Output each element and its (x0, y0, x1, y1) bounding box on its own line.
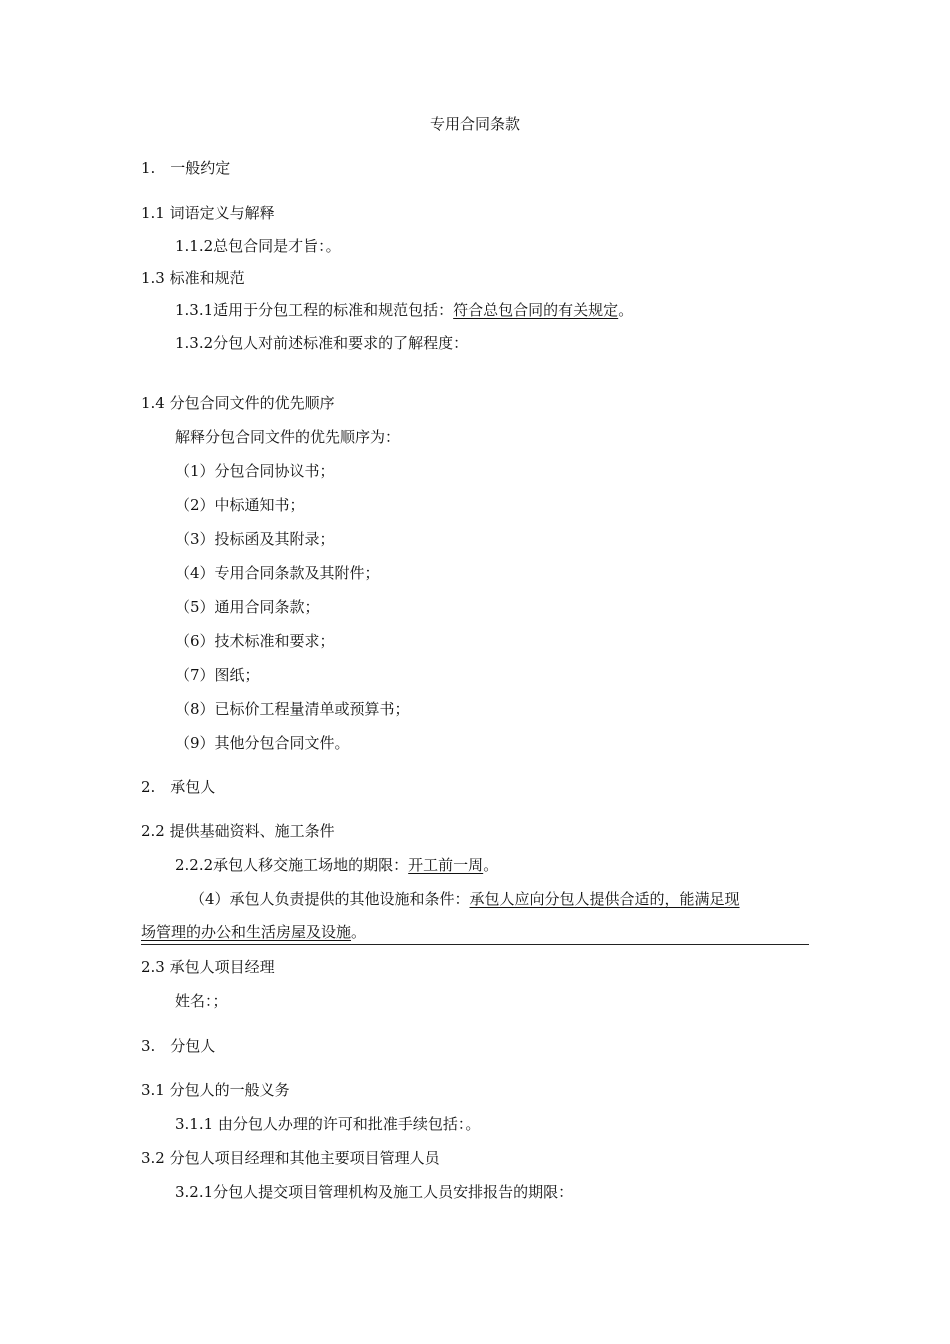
section-1-3-heading: 1.3 标准和规范 (141, 269, 245, 287)
manager-name-field: 姓名：； (175, 992, 228, 1010)
priority-intro: 解释分包合同文件的优先顺序为： (175, 428, 401, 446)
clause-1-3-1-value: 符合总包合同的有关规定 (453, 301, 619, 319)
clause-1-1-2: 1.1.2总包合同是才旨：。 (175, 237, 341, 255)
priority-item: （4）专用合同条款及其附件； (175, 564, 380, 582)
clause-2-2-2-value: 开工前一周 (408, 856, 484, 874)
clause-2-2-4-line2 (141, 922, 366, 942)
clause-2-2-4-value-line1: 承包人应向分包人提供合适的，能满足现 (469, 890, 740, 908)
page-title: 专用合同条款 (429, 115, 520, 133)
clause-2-2-2-label: 2.2.2承包人移交施工场地的期限： (175, 856, 409, 874)
priority-item: （8）已标价工程量清单或预算书； (175, 700, 410, 718)
clause-2-2-4-label: （4）承包人负责提供的其他设施和条件： (190, 890, 470, 908)
clause-1-3-2: 1.3.2分包人对前述标准和要求的了解程度： (175, 334, 469, 352)
divider-rule (141, 944, 809, 945)
clause-2-2-2 (175, 855, 498, 875)
clause-3-1-1: 3.1.1 由分包人办理的许可和批准手续包括：。 (175, 1115, 481, 1133)
clause-2-2-4-value-line2: 场管理的办公和生活房屋及设施 (141, 923, 352, 941)
clause-2-2-4-suffix: 。 (351, 923, 367, 941)
clause-2-2-2-suffix: 。 (483, 856, 499, 874)
section-3-heading: 3. 分包人 (141, 1037, 216, 1055)
section-3-1-heading: 3.1 分包人的一般义务 (141, 1081, 290, 1099)
priority-item: （2）中标通知书； (175, 496, 305, 514)
section-2-2-heading: 2.2 提供基础资料、施工条件 (141, 822, 335, 840)
priority-item: （3）投标函及其附录； (175, 530, 335, 548)
priority-item: （1）分包合同协议书； (175, 462, 335, 480)
section-1-4-heading: 1.4 分包合同文件的优先顺序 (141, 394, 335, 412)
section-1-1-heading: 1.1 词语定义与解释 (141, 204, 275, 222)
section-1-heading: 1. 一般约定 (141, 159, 231, 177)
clause-1-3-1-suffix: 。 (618, 301, 634, 319)
priority-item: （9）其他分包合同文件。 (175, 734, 350, 752)
clause-1-3-1 (175, 300, 633, 320)
clause-3-2-1: 3.2.1分包人提交项目管理机构及施工人员安排报告的期限： (175, 1183, 574, 1201)
priority-item: （5）通用合同条款； (175, 598, 320, 616)
section-2-3-heading: 2.3 承包人项目经理 (141, 958, 275, 976)
clause-2-2-4-line1 (190, 889, 740, 909)
clause-1-3-1-label: 1.3.1适用于分包工程的标准和规范包括： (175, 301, 454, 319)
priority-item: （6）技术标准和要求； (175, 632, 335, 650)
section-2-heading: 2. 承包人 (141, 778, 216, 796)
priority-item: （7）图纸； (175, 666, 260, 684)
section-3-2-heading: 3.2 分包人项目经理和其他主要项目管理人员 (141, 1149, 440, 1167)
